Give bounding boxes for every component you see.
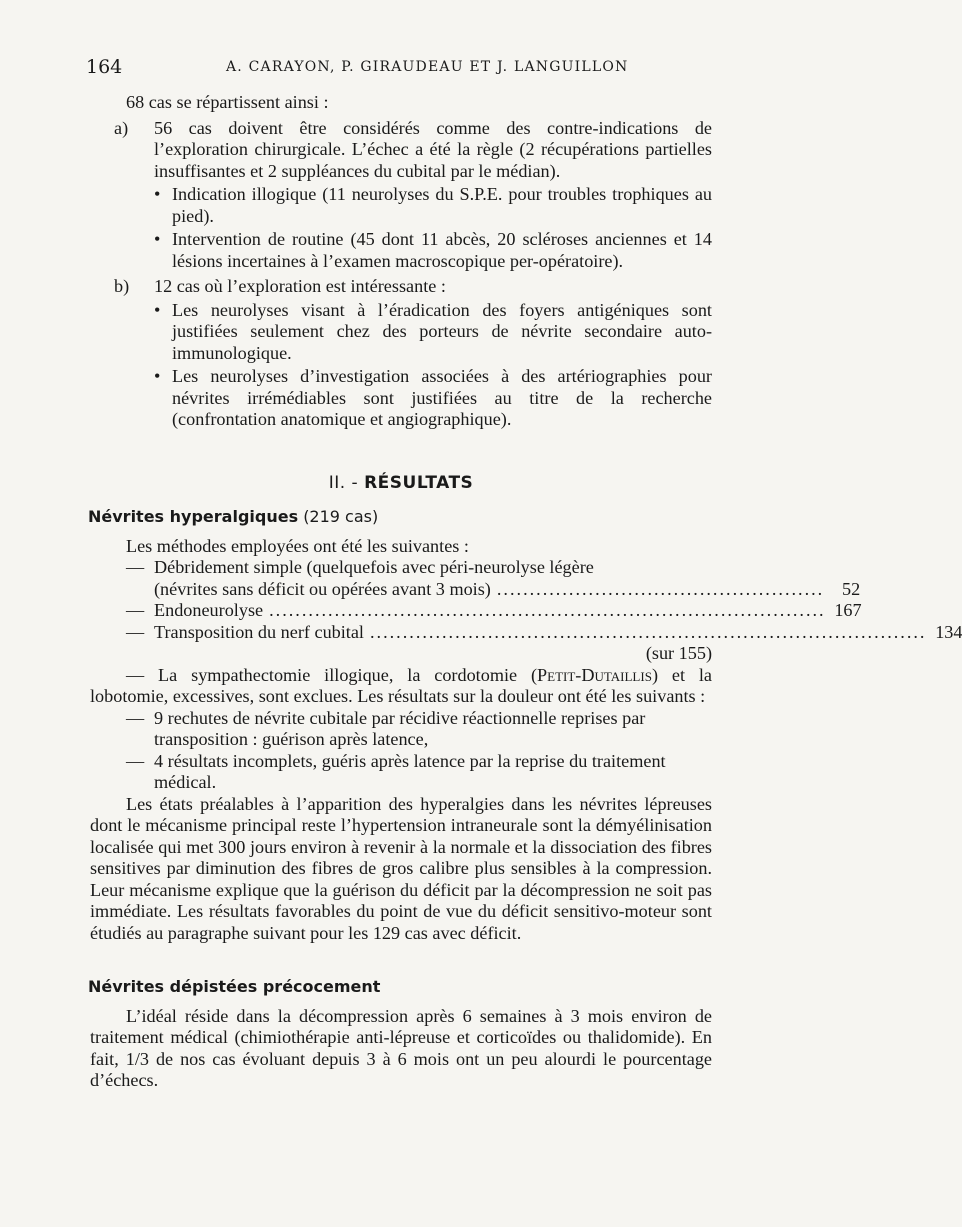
bullet-icon: • xyxy=(154,184,161,204)
running-header xyxy=(86,56,714,80)
paragraph-etats-prealables: Les états préalables à l’apparition des hyperalgies dans les névrites lépreuses dont le mécanisme principal reste l’hypertension intraneurale sont la démyélinisation localisée qui met 300 jours environ à revenir à la normale et la dissociation des fibres sensitives par diminution des fibres de gros calibre plus sensibles à la compression. Leur mécanisme explique que la guérison du déficit par la décompression ne soit pas immédiate. Les résultats favorables du point de vue du déficit sensitivo-moteur sont étudiés au paragraphe suivant pour les 129 cas avec déficit. xyxy=(90,793,712,943)
paragraph-ideal: L’idéal réside dans la décompression après 6 semaines à 3 mois environ de traitement médical (chimiothérapie anti-lépreuse et corticoïdes ou thalidomide). En fait, 1/3 de nos cas évoluant depuis 3 à 6 mois ont un peu alourdi le pourcentage d’échecs. xyxy=(90,1005,712,1090)
result-item xyxy=(90,751,712,794)
subsection-heading-precoces xyxy=(88,976,712,998)
subsection-heading-hyperalgiques xyxy=(88,506,712,528)
method-text: Endoneurolyse xyxy=(154,600,264,620)
bullet-text: Indication illogique (11 neurolyses du S.P.E. pour troubles trophiques au pied). xyxy=(172,184,712,226)
list-item-a xyxy=(90,118,712,183)
methods-intro: Les méthodes employées ont été les suivantes : xyxy=(126,535,469,556)
bullet-item xyxy=(90,300,712,365)
dash-mark: — xyxy=(126,750,145,771)
section-number: II. - xyxy=(328,472,359,493)
result-text: 9 rechutes de névrite cubitale par récidive réactionnelle reprises par transposition : guérison après latence, xyxy=(154,707,646,749)
method-note: (sur 155) xyxy=(645,643,712,663)
running-head-authors: A. CARAYON, P. GIRAUDEAU ET J. LANGUILLON xyxy=(226,59,629,75)
bullet-item xyxy=(90,184,712,227)
list-label-a: a) xyxy=(114,117,129,138)
list-text-b: 12 cas où l’exploration est intéressante : xyxy=(154,276,446,296)
dash-mark: — xyxy=(126,600,145,620)
subsection-title: Névrites hyperalgiques xyxy=(88,507,299,526)
method-count: 52 xyxy=(842,578,861,599)
bullet-text: Les neurolyses visant à l’éradication des foyers antigéniques sont justifiées seulement chez des porteurs de névrite secondaire auto-immunologique. xyxy=(172,299,712,363)
dash-mark: — xyxy=(126,707,145,728)
method-text: Transposition du nerf cubital xyxy=(154,621,364,642)
bullet-text: Les neurolyses d’investigation associées à des artériographies pour névrites irrémédiables sont justifiées au titre de la recherche (confrontation anatomique et angiographique). xyxy=(172,366,712,429)
result-item xyxy=(90,708,712,751)
bullet-item xyxy=(90,366,712,431)
dot-leader: ..................................................................................... xyxy=(269,600,826,620)
method-item xyxy=(90,557,861,600)
method-count: 134 xyxy=(935,621,962,642)
dot-leader: .................................................. xyxy=(496,578,825,599)
subsection-count: (219 cas) xyxy=(303,507,379,526)
list-item-b xyxy=(90,276,712,298)
intro-line: 68 cas se répartissent ainsi : xyxy=(126,92,329,112)
bullet-icon: • xyxy=(154,366,161,386)
dash-mark: — xyxy=(126,621,145,642)
bullet-icon: • xyxy=(154,299,161,320)
method-count: 167 xyxy=(834,600,862,620)
bullet-text: Intervention de routine (45 dont 11 abcès, 20 scléroses anciennes et 14 lésions incertaines à l’examen macroscopique per-opératoire). xyxy=(172,229,712,271)
page-number: 164 xyxy=(86,56,123,78)
body-text xyxy=(88,92,962,1092)
method-item xyxy=(90,621,962,665)
method-item xyxy=(90,600,862,622)
list-text-a: 56 cas doivent être considérés comme des contre-indications de l’exploration chirurgicale. L’échec a été la règle (2 récupérations partielles insuffisantes et 2 suppléances du cubital par le médian). xyxy=(154,117,712,181)
bullet-icon: • xyxy=(154,229,161,249)
subsection-title: Névrites dépistées précocement xyxy=(88,977,381,996)
section-heading xyxy=(90,473,712,495)
method-text-line: Débridement simple (quelquefois avec péri-neurolyse légère xyxy=(154,557,594,577)
result-text: 4 résultats incomplets, guéris après latence par la reprise du traitement médical. xyxy=(154,750,666,792)
paragraph-sympathectomie: — La sympathectomie illogique, la cordotomie (Petit-Dutaillis) et la lobotomie, excessives, sont exclues. Les résultats sur la douleur ont été les suivants : xyxy=(90,664,712,706)
dot-leader: ..................................................................................... xyxy=(369,621,927,642)
author-name-smallcaps: Petit-Dutaillis xyxy=(537,664,652,685)
list-label-b: b) xyxy=(114,276,130,296)
dash-mark: — xyxy=(126,557,145,577)
method-text: (névrites sans déficit ou opérées avant 3 mois) xyxy=(154,578,491,599)
section-title: RÉSULTATS xyxy=(364,472,474,493)
bullet-item xyxy=(90,229,712,272)
